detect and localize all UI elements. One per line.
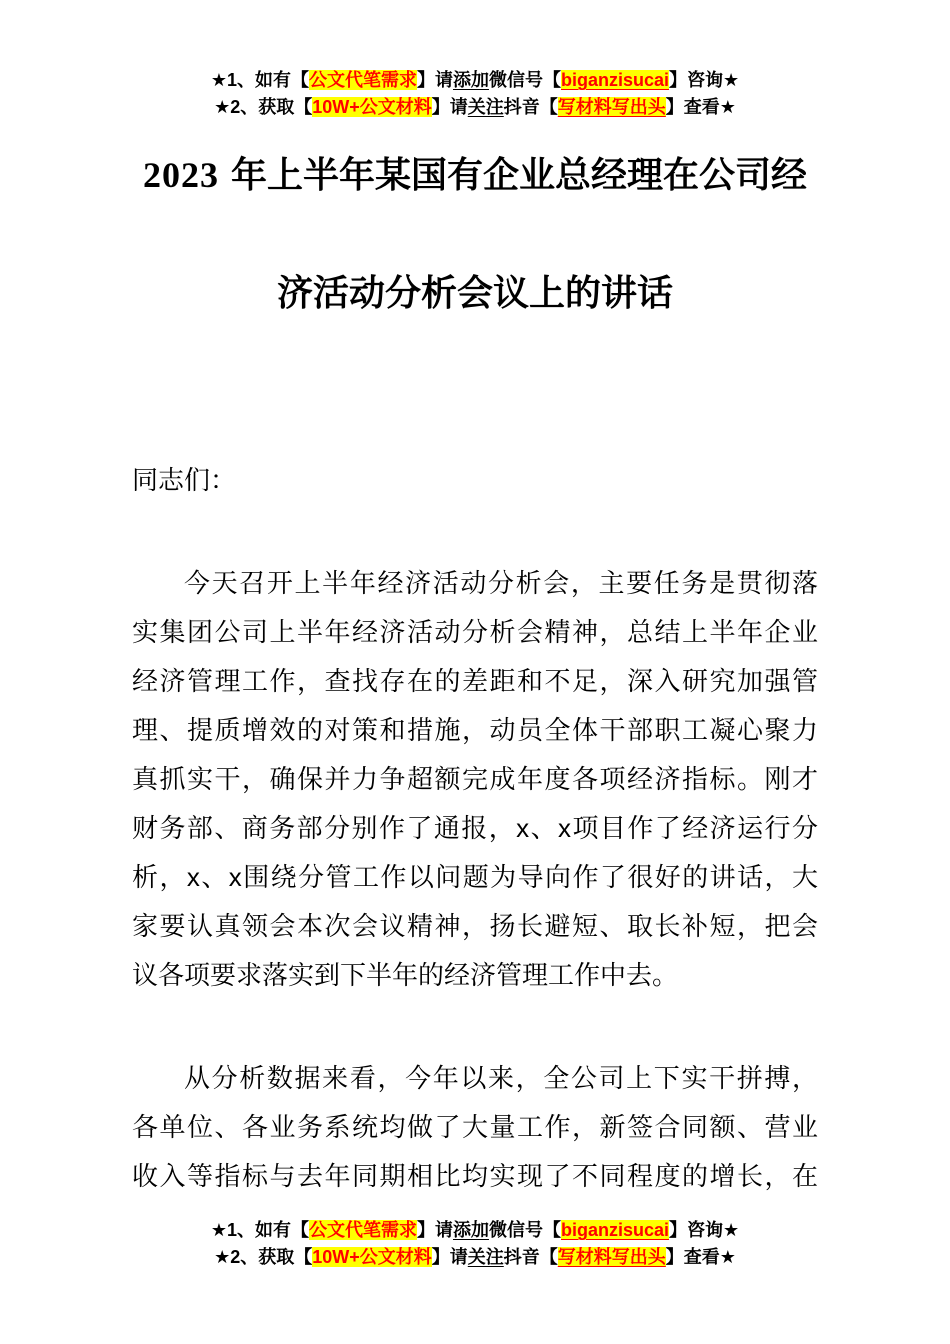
paragraph-1-line: 实集团公司上半年经济活动分析会精神，总结上半年企业 <box>132 617 818 647</box>
document-title <box>132 116 818 352</box>
banner2-follow-underline: 关注 <box>467 1247 504 1267</box>
paragraph-1-line: 真抓实干，确保并力争超额完成年度各项经济指标。刚才 <box>132 764 818 794</box>
banner1-wechat-id-highlight: biganzisucai <box>560 70 670 90</box>
banner2-material-highlight: 10W+公文材料 <box>312 1247 432 1267</box>
paragraph-1-line: 财务部、商务部分别作了通报，x、x项目作了经济运行分 <box>132 813 818 843</box>
paragraph-1-line: 家要认真领会本次会议精神，扬长避短、取长补短，把会 <box>132 911 818 941</box>
paragraph-2-line: 各单位、各业务系统均做了大量工作，新签合同额、营业 <box>132 1112 818 1142</box>
banner2-douyin-label: 抖音【 <box>503 97 558 117</box>
title-line-1 <box>132 116 818 234</box>
banner1-suffix: 】咨询★ <box>669 1220 740 1240</box>
paragraph-1-line: 理、提质增效的对策和措施，动员全体干部职工凝心聚力 <box>132 715 818 745</box>
header-banner <box>0 67 950 121</box>
banner1-wechat-label: 微信号【 <box>488 70 561 90</box>
banner1-service-highlight: 公文代笔需求 <box>308 70 417 90</box>
footer-banner-line-2 <box>0 1244 950 1271</box>
banner2-suffix: 】查看★ <box>665 97 736 117</box>
banner2-prefix: ★2、获取【 <box>214 97 313 117</box>
banner1-service-highlight: 公文代笔需求 <box>308 1220 417 1240</box>
banner2-suffix: 】查看★ <box>665 1247 736 1267</box>
title-line-2: 济活动分析会议上的讲话 <box>276 272 673 313</box>
document-body <box>132 456 818 1201</box>
paragraph-1-line: 经济管理工作，查找存在的差距和不足，深入研究加强管 <box>132 666 818 696</box>
banner1-prefix: ★1、如有【 <box>210 70 309 90</box>
banner1-mid: 】请 <box>416 1220 453 1240</box>
banner1-add-underline: 添加 <box>452 1220 489 1240</box>
banner1-suffix: 】咨询★ <box>669 70 740 90</box>
salutation: 同志们： <box>132 465 237 495</box>
banner2-prefix: ★2、获取【 <box>214 1247 313 1267</box>
banner2-douyin-name-highlight: 写材料写出头 <box>557 97 666 117</box>
banner1-mid: 】请 <box>416 70 453 90</box>
banner1-prefix: ★1、如有【 <box>210 1220 309 1240</box>
banner2-mid: 】请 <box>431 1247 468 1267</box>
paragraph-1 <box>132 559 818 1000</box>
footer-banner <box>0 1217 950 1271</box>
title-year: 2023 <box>142 155 219 195</box>
banner1-wechat-id-highlight: biganzisucai <box>560 1220 670 1240</box>
paragraph-2-line: 收入等指标与去年同期相比均实现了不同程度的增长，在 <box>132 1161 818 1191</box>
title-line-1-text: 年上半年某国有企业总经理在公司经 <box>230 154 807 195</box>
banner2-follow-underline: 关注 <box>467 97 504 117</box>
paragraph-1-line: 议各项要求落实到下半年的经济管理工作中去。 <box>132 960 679 990</box>
banner1-wechat-label: 微信号【 <box>488 1220 561 1240</box>
banner2-douyin-name-highlight: 写材料写出头 <box>557 1247 666 1267</box>
footer-banner-line-1 <box>0 1217 950 1244</box>
banner2-douyin-label: 抖音【 <box>503 1247 558 1267</box>
banner2-material-highlight: 10W+公文材料 <box>312 97 432 117</box>
paragraph-2 <box>132 1054 818 1201</box>
banner1-add-underline: 添加 <box>452 70 489 90</box>
banner2-mid: 】请 <box>431 97 468 117</box>
paragraph-1-line: 析，x、x围绕分管工作以问题为导向作了很好的讲话，大 <box>132 862 818 892</box>
paragraph-2-line: 从分析数据来看，今年以来，全公司上下实干拼搏， <box>184 1063 818 1093</box>
header-banner-line-1 <box>0 67 950 94</box>
paragraph-1-line: 今天召开上半年经济活动分析会，主要任务是贯彻落 <box>184 568 818 598</box>
